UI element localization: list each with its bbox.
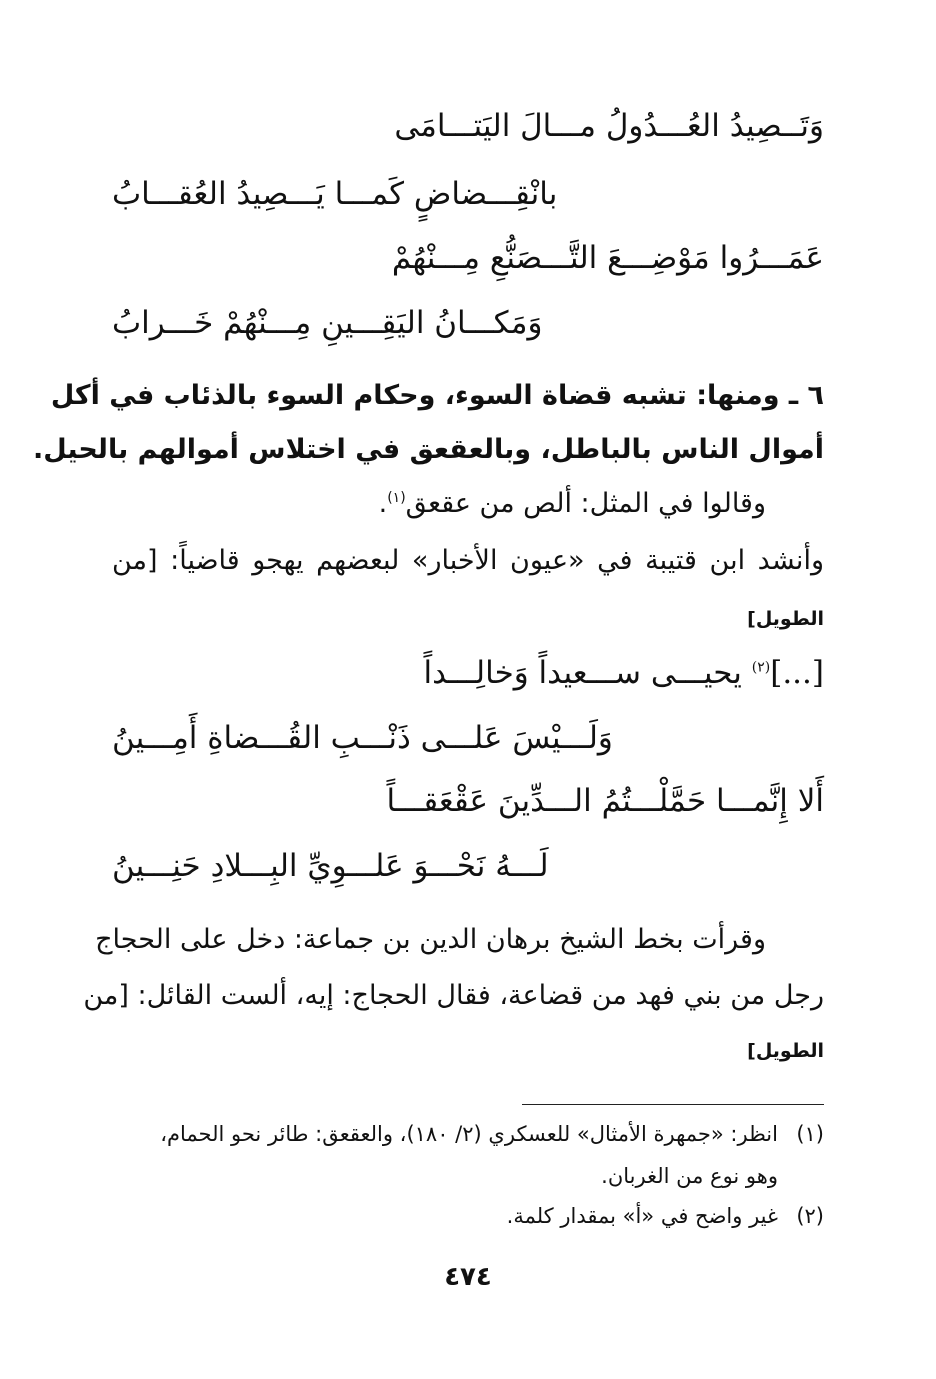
verse-1: وَتَــصِيدُ العُـــدُولُ مـــالَ اليَتـــامَى xyxy=(394,108,824,144)
footnote-separator xyxy=(522,1104,824,1105)
meter-label-2: الطويل] xyxy=(747,1040,824,1062)
proverb-line xyxy=(112,488,766,519)
proverb-end: . xyxy=(378,488,388,519)
proverb-text: وقالوا في المثل: ألص من عقعق xyxy=(405,488,766,519)
meter-label-1: الطويل] xyxy=(747,608,824,630)
burhan-line1: وقرأت بخط الشيخ برهان الدين بن جماعة: دخل على الحجاج xyxy=(95,924,766,955)
footnote-1 xyxy=(112,1122,824,1146)
burhan-line2: رجل من بني فهد من قضاعة، فقال الحجاج: إيه، ألست القائل: [من xyxy=(83,980,824,1011)
ibn-qutayba-line: وأنشد ابن قتيبة في «عيون الأخبار» لبعضهم يهجو قاضياً: [من xyxy=(112,545,824,576)
verse-missing-word xyxy=(424,655,824,691)
footnote-ref-2: (٢) xyxy=(751,659,771,676)
verse-7: لَـــهُ نَحْـــوَ عَلـــوِيِّ البِـــلادِ حَنِـــينُ xyxy=(112,848,549,884)
missing-bracket: [...] xyxy=(770,655,824,691)
verse-5: وَلَـــيْسَ عَلـــى ذَنْـــبِ القُـــضاةِ أَمِـــينُ xyxy=(112,720,613,756)
verse-6: أَلا إِنَّمـــا حَمَّلْـــتُمُ الـــدِّينَ عَقْعَقـــاً xyxy=(386,783,824,819)
verse-2: بانْقِـــضاضٍ كَمـــا يَـــصِيدُ العُقـــابُ xyxy=(112,176,558,212)
verse-missing-text: يحيـــى ســـعيداً وَخالِـــداً xyxy=(423,655,742,691)
page-number: ٤٧٤ xyxy=(444,1262,492,1292)
verse-4: وَمَكـــانُ اليَقِـــينِ مِـــنْهُمْ خَـــرابُ xyxy=(112,305,543,341)
footnote-1-text: انظر: «جمهرة الأمثال» للعسكري (٢/ ١٨٠)، والعقعق: طائر نحو الحمام، xyxy=(160,1122,778,1146)
footnote-1-continuation: وهو نوع من الغربان. xyxy=(601,1164,778,1188)
footnote-ref-1: (١) xyxy=(387,490,406,506)
section6-line1: ٦ ـ ومنها: تشبه قضاة السوء، وحكام السوء بالذئاب في أكل xyxy=(50,380,824,411)
verse-3: عَمَـــرُوا مَوْضِـــعَ التَّـــصَنُّعِ مِـــنْهُمْ xyxy=(391,240,824,276)
section6-line2: أموال الناس بالباطل، وبالعقعق في اختلاس أموالهم بالحيل. xyxy=(32,434,824,465)
footnote-2-number: (٢) xyxy=(796,1204,824,1228)
footnote-2-text: غير واضح في «أ» بمقدار كلمة. xyxy=(506,1204,778,1228)
footnote-2 xyxy=(112,1204,824,1228)
footnote-1-number: (١) xyxy=(796,1122,824,1146)
